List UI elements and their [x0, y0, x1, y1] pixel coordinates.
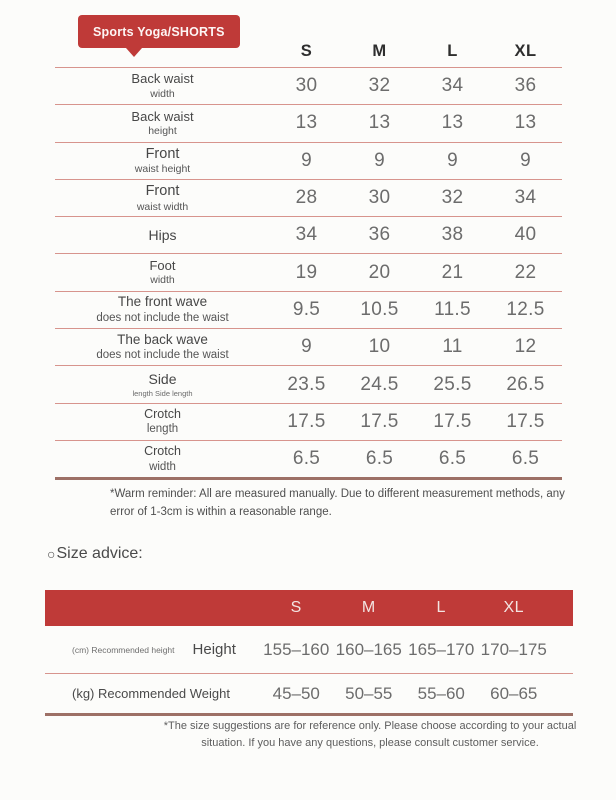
size-advice-heading — [47, 545, 143, 563]
size-value-cell: 21 — [441, 261, 464, 283]
column-header-m: M — [372, 41, 387, 60]
size-table-row — [55, 291, 562, 328]
size-row-label — [55, 109, 270, 138]
size-advice-table — [45, 590, 573, 716]
size-value-cell: 30 — [295, 75, 318, 97]
size-row-label — [55, 444, 270, 474]
size-table-body — [55, 67, 562, 480]
size-value-cell: 9 — [374, 149, 385, 171]
size-row-label-main: Side — [148, 371, 177, 388]
size-value-cell: 25.5 — [433, 373, 472, 395]
size-value-cell: 11.5 — [434, 298, 471, 320]
size-value-cell: 17.5 — [360, 410, 399, 432]
size-table-row — [55, 104, 562, 141]
size-value-cell: 34 — [295, 224, 318, 246]
size-value-cell: 13 — [368, 112, 391, 134]
advice-row-label-main: Height — [192, 641, 236, 658]
size-value-cell: 30 — [368, 187, 391, 209]
size-row-label-sub: height — [148, 125, 177, 137]
advice-value-cell: 160–165 — [335, 639, 402, 659]
size-row-label-main: Hips — [148, 226, 177, 243]
size-row-label-sub: waist width — [136, 200, 189, 213]
size-value-cell: 32 — [441, 187, 464, 209]
advice-value-cell: 170–175 — [480, 639, 547, 659]
size-table — [55, 35, 562, 480]
size-row-label — [55, 227, 270, 245]
size-value-cell: 34 — [514, 187, 537, 209]
advice-row-label-small: (cm) Recommended height — [72, 644, 175, 655]
size-table-row — [55, 179, 562, 216]
size-value-cell: 9.5 — [292, 298, 321, 320]
advice-column-header-l: L — [436, 599, 446, 616]
size-value-cell: 36 — [368, 224, 391, 246]
size-value-cell: 10.5 — [360, 298, 399, 320]
advice-row-label-main: (kg) Recommended Weight — [72, 686, 230, 701]
size-row-label-main: Foot — [149, 257, 176, 273]
size-value-cell: 9 — [301, 149, 312, 171]
size-value-cell: 12 — [514, 336, 537, 358]
size-table-row — [55, 440, 562, 477]
advice-table-row — [45, 673, 573, 713]
size-row-label — [55, 294, 270, 325]
size-value-cell: 6.5 — [511, 448, 540, 470]
size-table-row — [55, 216, 562, 253]
size-row-label-main: Back waist — [131, 108, 194, 124]
size-row-label-sub: width — [149, 460, 176, 473]
size-value-cell: 19 — [295, 261, 318, 283]
advice-value-cell: 50–55 — [345, 683, 393, 703]
advice-row-label — [45, 686, 260, 701]
footer-disclaimer: *The size suggestions are for reference only. Please choose according to your actual situation. If you have any questions, please consult customer service. — [163, 720, 577, 750]
size-table-row — [55, 142, 562, 179]
size-row-label-sub: length Side length — [132, 388, 193, 398]
advice-table-body — [45, 626, 573, 716]
advice-column-header-s: S — [290, 599, 302, 616]
size-value-cell: 9 — [447, 149, 458, 171]
size-row-label-main: The front wave — [117, 294, 208, 310]
size-row-label-sub: length — [146, 423, 179, 436]
size-value-cell: 20 — [368, 261, 391, 283]
size-value-cell: 24.5 — [360, 373, 399, 395]
advice-row-label — [45, 641, 260, 658]
size-row-label-sub: does not include the waist — [96, 312, 229, 325]
size-row-label-sub: does not include the waist — [96, 349, 229, 362]
size-value-cell: 13 — [295, 112, 318, 134]
size-row-label-main: Crotch — [144, 444, 181, 459]
size-value-cell: 34 — [441, 75, 464, 97]
size-value-cell: 26.5 — [506, 373, 545, 395]
size-row-label-main: Back waist — [131, 71, 194, 87]
size-value-cell: 17.5 — [506, 410, 545, 432]
advice-value-cell: 165–170 — [408, 639, 475, 659]
size-row-label — [55, 71, 270, 100]
advice-value-cell: 155–160 — [263, 639, 330, 659]
column-header-l: L — [447, 41, 458, 60]
size-row-label-sub: width — [150, 87, 175, 100]
size-value-cell: 38 — [441, 224, 464, 246]
size-value-cell: 12.5 — [506, 298, 545, 320]
size-table-row — [55, 67, 562, 104]
size-value-cell: 6.5 — [438, 448, 467, 470]
size-value-cell: 13 — [514, 112, 537, 134]
size-value-cell: 17.5 — [287, 410, 326, 432]
size-value-cell: 10 — [368, 336, 391, 358]
size-table-row — [55, 365, 562, 402]
size-value-cell: 11 — [442, 336, 463, 358]
size-table-row — [55, 403, 562, 440]
advice-value-cell: 45–50 — [272, 683, 320, 703]
advice-column-header-m: M — [361, 599, 376, 616]
size-row-label-main: The back wave — [117, 331, 208, 347]
size-table-header-row — [55, 35, 562, 67]
size-value-cell: 22 — [514, 261, 537, 283]
advice-value-cell: 55–60 — [417, 683, 465, 703]
size-value-cell: 9 — [520, 149, 531, 171]
size-value-cell: 13 — [441, 112, 464, 134]
size-advice-label: Size advice: — [56, 545, 143, 562]
size-value-cell: 32 — [368, 75, 391, 97]
size-row-label-sub: width — [150, 274, 175, 287]
size-value-cell: 17.5 — [433, 410, 472, 432]
size-row-label — [55, 182, 270, 213]
size-row-label-main: Front — [145, 183, 180, 200]
size-value-cell: 9 — [301, 336, 312, 358]
size-row-label-sub: waist height — [134, 163, 191, 176]
size-value-cell: 6.5 — [365, 448, 394, 470]
advice-table-header-row — [45, 590, 573, 626]
column-header-xl: XL — [514, 41, 537, 60]
warm-reminder-note: *Warm reminder: All are measured manually. Due to different measurement methods, any error of 1-3cm is within a reasonable range. — [110, 488, 565, 518]
badge-label: Sports Yoga/SHORTS — [93, 24, 225, 39]
advice-value-cell: 60–65 — [490, 683, 538, 703]
size-row-label — [55, 145, 270, 176]
size-value-cell: 36 — [514, 75, 537, 97]
size-row-label — [55, 258, 270, 287]
advice-column-header-xl: XL — [503, 599, 525, 616]
size-value-cell: 23.5 — [287, 373, 326, 395]
size-row-label — [55, 332, 270, 363]
size-table-row — [55, 328, 562, 365]
size-row-label — [55, 371, 270, 398]
circle-icon: ○ — [47, 546, 56, 562]
column-header-s: S — [300, 41, 313, 60]
size-value-cell: 6.5 — [292, 448, 321, 470]
size-row-label-main: Front — [145, 146, 180, 163]
size-value-cell: 40 — [514, 224, 537, 246]
size-row-label — [55, 407, 270, 437]
advice-table-row — [45, 626, 573, 673]
size-value-cell: 28 — [295, 187, 318, 209]
size-row-label-main: Crotch — [144, 406, 181, 421]
size-table-row — [55, 253, 562, 290]
